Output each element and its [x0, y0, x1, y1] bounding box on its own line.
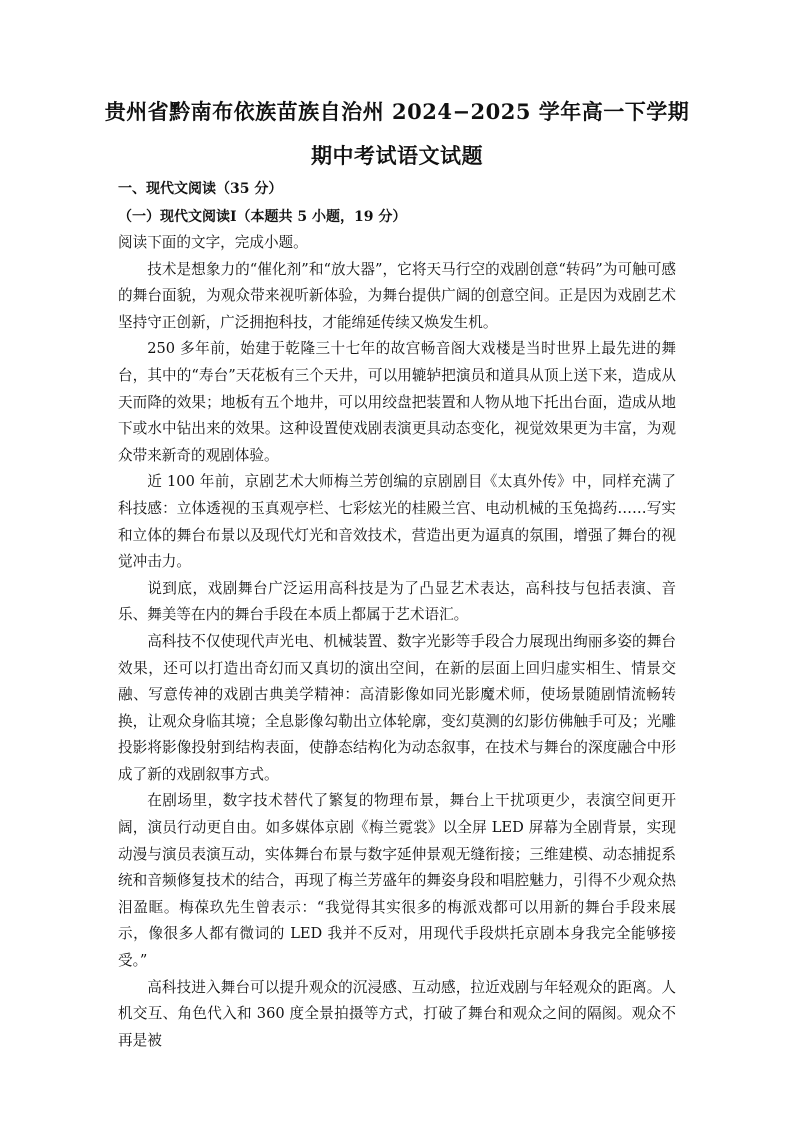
passage-paragraph: 高科技不仅使现代声光电、机械装置、数字光影等手段合力展现出绚丽多姿的舞台效果，还可以打造出奇幻而又真切的演出空间，在新的层面上回归虚实相生、情景交融、写意传神的戏剧古典美学精神：高清影像如同光影魔术师，使场景随剧情流畅转换，让观众身临其境；全息影像勾勒出立体轮廓，变幻莫测的幻影仿佛触手可及；光雕投影将影像投射到结构表面，使静态结构化为动态叙事，在技术与舞台的深度融合中形成了新的戏剧叙事方式。 [118, 632, 676, 783]
passage-paragraph: 高科技进入舞台可以提升观众的沉浸感、互动感，拉近戏剧与年轻观众的距离。人机交互、角色代入和 360 度全景拍摄等方式，打破了舞台和观众之间的隔阂。观众不再是被 [118, 978, 676, 1049]
passage-paragraph: 250 多年前，始建于乾隆三十七年的故宫畅音阁大戏楼是当时世界上最先进的舞台，其中的“寿台”天花板有三个天井，可以用辘轳把演员和道具从顶上送下来，造成从天而降的效果；地板有五个地井，可以用绞盘把装置和人物从地下托出台面，造成从地下或水中钻出来的效果。这种设置使戏剧表演更具动态变化，视觉效果更为丰富，为观众带来新奇的观剧体验。 [118, 340, 676, 464]
reading-passage [118, 230, 676, 1054]
subsection-heading: （一）现代文阅读Ⅰ（本题共 5 小题，19 分） [118, 209, 407, 225]
passage-paragraph: 近 100 年前，京剧艺术大师梅兰芳创编的京剧剧目《太真外传》中，同样充满了科技感：立体透视的玉真观亭栏、七彩炫光的桂殿兰宫、电动机械的玉兔捣药……写实和立体的舞台布景以及现代灯光和音效技术，营造出更为逼真的氛围，增强了舞台的视觉冲击力。 [118, 473, 676, 571]
exam-title-line-2: 期中考试语文试题 [311, 143, 483, 168]
passage-paragraph: 在剧场里，数字技术替代了繁复的物理布景，舞台上干扰项更少，表演空间更开阔，演员行动更自由。如多媒体京剧《梅兰霓裳》以全屏 LED 屏幕为全剧背景，实现动漫与演员表演互动，实体舞台布景与数字延伸景观无缝衔接；三维建模、动态捕捉系统和音频修复技术的结合，再现了梅兰芳盛年的舞姿身段和唱腔魅力，引得不少观众热泪盈眶。梅葆玖先生曾表示：“我觉得其实很多的梅派戏都可以用新的舞台手段来展示，像很多人都有微词的 LED 我并不反对，用现代手段烘托京剧本身我完全能够接受。” [118, 792, 676, 970]
reading-instruction: 阅读下面的文字，完成小题。 [118, 234, 308, 251]
section-heading: 一、现代文阅读（35 分） [118, 181, 283, 197]
passage-paragraph: 技术是想象力的“催化剂”和“放大器”，它将天马行空的戏剧创意“转码”为可触可感的舞台面貌，为观众带来视听新体验，为舞台提供广阔的创意空间。正是因为戏剧艺术坚持守正创新，广泛拥抱科技，才能绵延传续又焕发生机。 [118, 260, 676, 331]
exam-title-line-1: 贵州省黔南布依族苗族自治州 2024−2025 学年高一下学期 [104, 99, 690, 124]
passage-paragraph: 说到底，戏剧舞台广泛运用高科技是为了凸显艺术表达，高科技与包括表演、音乐、舞美等在内的舞台手段在本质上都属于艺术语汇。 [118, 579, 676, 624]
